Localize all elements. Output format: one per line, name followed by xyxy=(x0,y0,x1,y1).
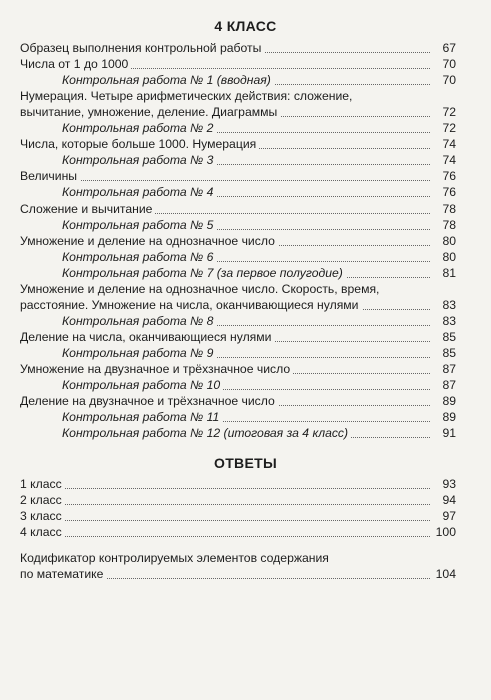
dot-leader xyxy=(20,520,430,521)
toc-entry[interactable] xyxy=(20,361,456,377)
toc-entry[interactable] xyxy=(20,56,456,72)
toc-entry-title-line: Контрольная работа № 8 xyxy=(62,313,216,329)
toc-entry-title-line: Контрольная работа № 9 xyxy=(62,345,216,361)
page-number: 80 xyxy=(442,249,456,264)
toc-entry-title-line: вычитание, умножение, деление. Диаграммы xyxy=(20,104,280,120)
page-number: 83 xyxy=(442,297,456,312)
page-number: 74 xyxy=(442,153,456,168)
page-number: 83 xyxy=(442,313,456,328)
page-number: 97 xyxy=(442,509,456,524)
page-number: 72 xyxy=(442,105,456,120)
page-number: 91 xyxy=(442,426,456,441)
toc-sub-entry[interactable] xyxy=(62,184,456,200)
page-number: 76 xyxy=(442,169,456,184)
toc-entry-title-line: Числа от 1 до 1000 xyxy=(20,56,131,72)
toc-entry-title-line: Контрольная работа № 7 (за первое полугодие) xyxy=(62,265,346,281)
dot-leader xyxy=(20,536,430,537)
toc-sub-entry[interactable] xyxy=(62,377,456,393)
toc-entry-title-line: Контрольная работа № 5 xyxy=(62,217,216,233)
toc-entry-title-line: Контрольная работа № 4 xyxy=(62,184,216,200)
page-number: 85 xyxy=(442,345,456,360)
toc-sub-entry[interactable] xyxy=(62,72,456,88)
page-number: 87 xyxy=(442,362,456,376)
toc-sub-entry[interactable] xyxy=(62,425,456,441)
toc-entry[interactable] xyxy=(20,88,456,120)
toc-sub-entry[interactable] xyxy=(62,313,456,329)
toc-entry[interactable] xyxy=(20,201,456,217)
page-number: 87 xyxy=(442,378,456,393)
toc-entry-title-line: 3 класс xyxy=(20,508,65,524)
toc-sub-entry[interactable] xyxy=(62,217,456,233)
toc-entry[interactable] xyxy=(20,40,456,56)
toc-sub-entry[interactable] xyxy=(62,152,456,168)
toc-entry-title-line: Контрольная работа № 11 xyxy=(62,409,222,425)
toc-entry[interactable] xyxy=(20,476,456,492)
dot-leader xyxy=(20,504,430,505)
toc-entry[interactable] xyxy=(20,329,456,345)
dot-leader xyxy=(20,488,430,489)
dot-leader xyxy=(20,180,430,181)
page-number: 94 xyxy=(442,493,456,508)
toc-entry-title-line: 2 класс xyxy=(20,492,65,508)
section-heading: ОТВЕТЫ xyxy=(214,455,277,471)
toc-entry-title-line: Умножение и деление на однозначное число xyxy=(20,233,278,249)
toc-entry[interactable] xyxy=(20,168,456,184)
page-number: 74 xyxy=(442,137,456,152)
page-number: 78 xyxy=(442,217,456,232)
toc-entry-title-line: Контрольная работа № 12 (итоговая за 4 класс) xyxy=(62,425,351,441)
toc-entry-title-line: расстояние. Умножение на числа, оканчивающиеся нулями xyxy=(20,297,362,313)
toc-entry-title-line: Сложение и вычитание xyxy=(20,201,155,217)
toc-entry[interactable] xyxy=(20,233,456,249)
toc-entry-title-line: Величины xyxy=(20,168,80,184)
page-number: 85 xyxy=(442,329,456,344)
toc-entry-title-line: Контрольная работа № 1 (вводная) xyxy=(62,72,274,88)
toc-entry[interactable] xyxy=(20,508,456,524)
page-number: 104 xyxy=(435,567,456,582)
page-number: 89 xyxy=(442,410,456,425)
page-number: 93 xyxy=(442,477,456,491)
toc-entry-title-line: Деление на числа, оканчивающиеся нулями xyxy=(20,329,274,345)
page-number: 70 xyxy=(442,57,456,72)
page-number: 70 xyxy=(442,73,456,88)
page-number: 67 xyxy=(442,41,456,55)
toc-entry-title-line: Контрольная работа № 2 xyxy=(62,120,216,136)
page-number: 72 xyxy=(442,121,456,136)
toc-sub-entry[interactable] xyxy=(62,120,456,136)
toc-entry-title-line: Контрольная работа № 6 xyxy=(62,249,216,265)
toc-entry[interactable] xyxy=(20,550,456,582)
page-number: 81 xyxy=(442,265,456,280)
toc-entry[interactable] xyxy=(20,524,456,540)
toc-entry-title-line: Деление на двузначное и трёхзначное число xyxy=(20,393,278,409)
toc-entry-title-line: Кодификатор контролируемых элементов содержания xyxy=(20,551,329,566)
section-heading: 4 КЛАСС xyxy=(214,18,277,34)
page-number: 76 xyxy=(442,185,456,200)
toc-entry-title-line: Умножение и деление на однозначное число. Скорость, время, xyxy=(20,281,380,296)
toc-entry-title-line: Нумерация. Четыре арифметических действия: сложение, xyxy=(20,89,353,104)
toc-sub-entry[interactable] xyxy=(62,265,456,281)
toc-entry-title-line: 4 класс xyxy=(20,524,65,540)
toc-sub-entry[interactable] xyxy=(62,345,456,361)
page-number: 78 xyxy=(442,201,456,216)
toc-entry-title-line: Образец выполнения контрольной работы xyxy=(20,40,264,56)
toc-entry-title-line: Контрольная работа № 10 xyxy=(62,377,223,393)
toc-entry[interactable] xyxy=(20,393,456,409)
toc-entry-title-line: Умножение на двузначное и трёхзначное число xyxy=(20,361,293,377)
toc-entry[interactable] xyxy=(20,136,456,152)
page-number: 80 xyxy=(442,233,456,248)
toc-entry-title-line: по математике xyxy=(20,566,106,582)
toc-sub-entry[interactable] xyxy=(62,249,456,265)
page-number: 89 xyxy=(442,394,456,409)
toc-entry[interactable] xyxy=(20,492,456,508)
toc-sub-entry[interactable] xyxy=(62,409,456,425)
toc-entry-title-line: Контрольная работа № 3 xyxy=(62,152,216,168)
page-number: 100 xyxy=(435,525,456,540)
toc-entry[interactable] xyxy=(20,281,456,313)
toc-entry-title-line: Числа, которые больше 1000. Нумерация xyxy=(20,136,259,152)
toc-entry-title-line: 1 класс xyxy=(20,476,65,492)
